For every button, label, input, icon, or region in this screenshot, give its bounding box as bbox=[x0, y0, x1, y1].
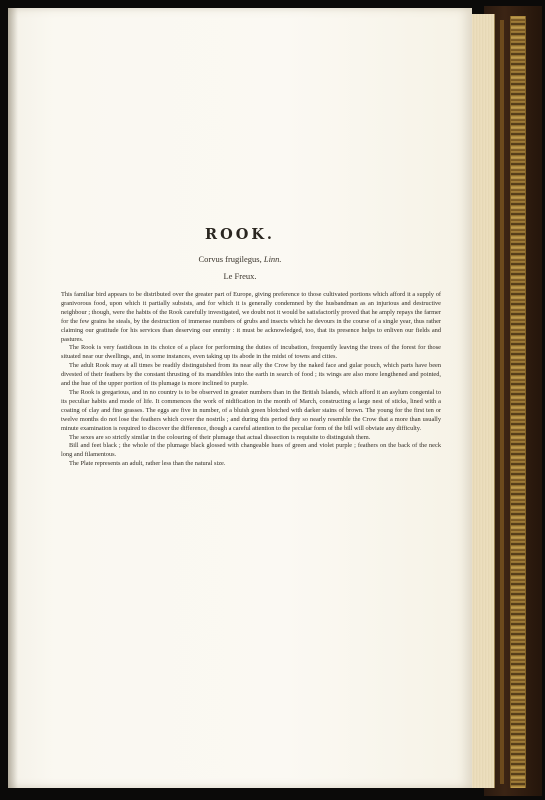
body-text bbox=[61, 291, 441, 469]
paragraph: The Rook is very fastidious in its choice of a place for performing the duties of incubation, frequently leaving the trees of the forest for those situated near our dwellings, and, in some instances, even taking up its abode in the midst of towns and cities. bbox=[61, 344, 441, 361]
book-page bbox=[8, 8, 472, 788]
scientific-name bbox=[8, 254, 472, 264]
french-name: Le Freux. bbox=[223, 271, 257, 281]
binomial-name: Corvus frugilegus, bbox=[198, 254, 262, 264]
gilt-ornamental-border bbox=[510, 16, 526, 788]
binomial-authority: Linn. bbox=[263, 254, 282, 264]
paragraph: The Plate represents an adult, rather less than the natural size. bbox=[69, 460, 226, 468]
paragraph: The sexes are so strictly similar in the colouring of their plumage that actual dissection is requisite to distinguish them. bbox=[69, 433, 371, 441]
paragraph: This familiar bird appears to be distributed over the greater part of Europe, giving preference to those cultivated portions which afford it a supply of granivorous food, upon which it partially subsists, and for which it is generally condemned by the husbandman as an injurious and destructive neighbour ; though, were the habits of the Rook carefully investigated, we doubt not it would be satisfactorily proved that he amply repays the farmer for the few grains he steals, by the destruction of immense numbers of grubs and insects which he devours in the course of a single year, thus rather claiming our gratitude for his services than deserving our enmity : it must be acknowledged, too, that its presence helps to enliven our fields and pastures. bbox=[61, 291, 441, 343]
gutter-shadow bbox=[8, 8, 18, 788]
page-edges bbox=[468, 14, 495, 788]
binding-inner-border bbox=[500, 20, 504, 784]
paragraph: Bill and feet black ; the whole of the plumage black glossed with changeable hues of green and violet purple ; feathers on the back of the neck long and filamentous. bbox=[61, 442, 441, 459]
paragraph: The adult Rook may at all times be readily distinguished from its near ally the Crow by the naked face and gular pouch, which parts have been divested of their feathers by the constant thrusting of its mandibles into the earth in search of food ; its wings are also more lengthened and pointed, and the hue of the upper portion of its plumage is more inclined to purple. bbox=[61, 362, 441, 388]
page-title: ROOK. bbox=[205, 226, 275, 243]
paragraph: The Rook is gregarious, and in no country is to be observed in greater numbers than in the British Islands, which afford it an asylum congenial to its peculiar habits and mode of life. It commences the work of nidification in the month of March, constructing a large nest of sticks, lined with a coating of clay and fine grasses. The eggs are five in number, of a bluish green blotched with darker stains of brown. The young for the first ten or twelve months do not lose the feathers which cover the nostrils ; and during this period they so nearly resemble the Crow that a more than usually minute examination is required to discover the difference, though a careful attention to the peculiar form of the bill will obviate any difficulty. bbox=[61, 388, 441, 432]
